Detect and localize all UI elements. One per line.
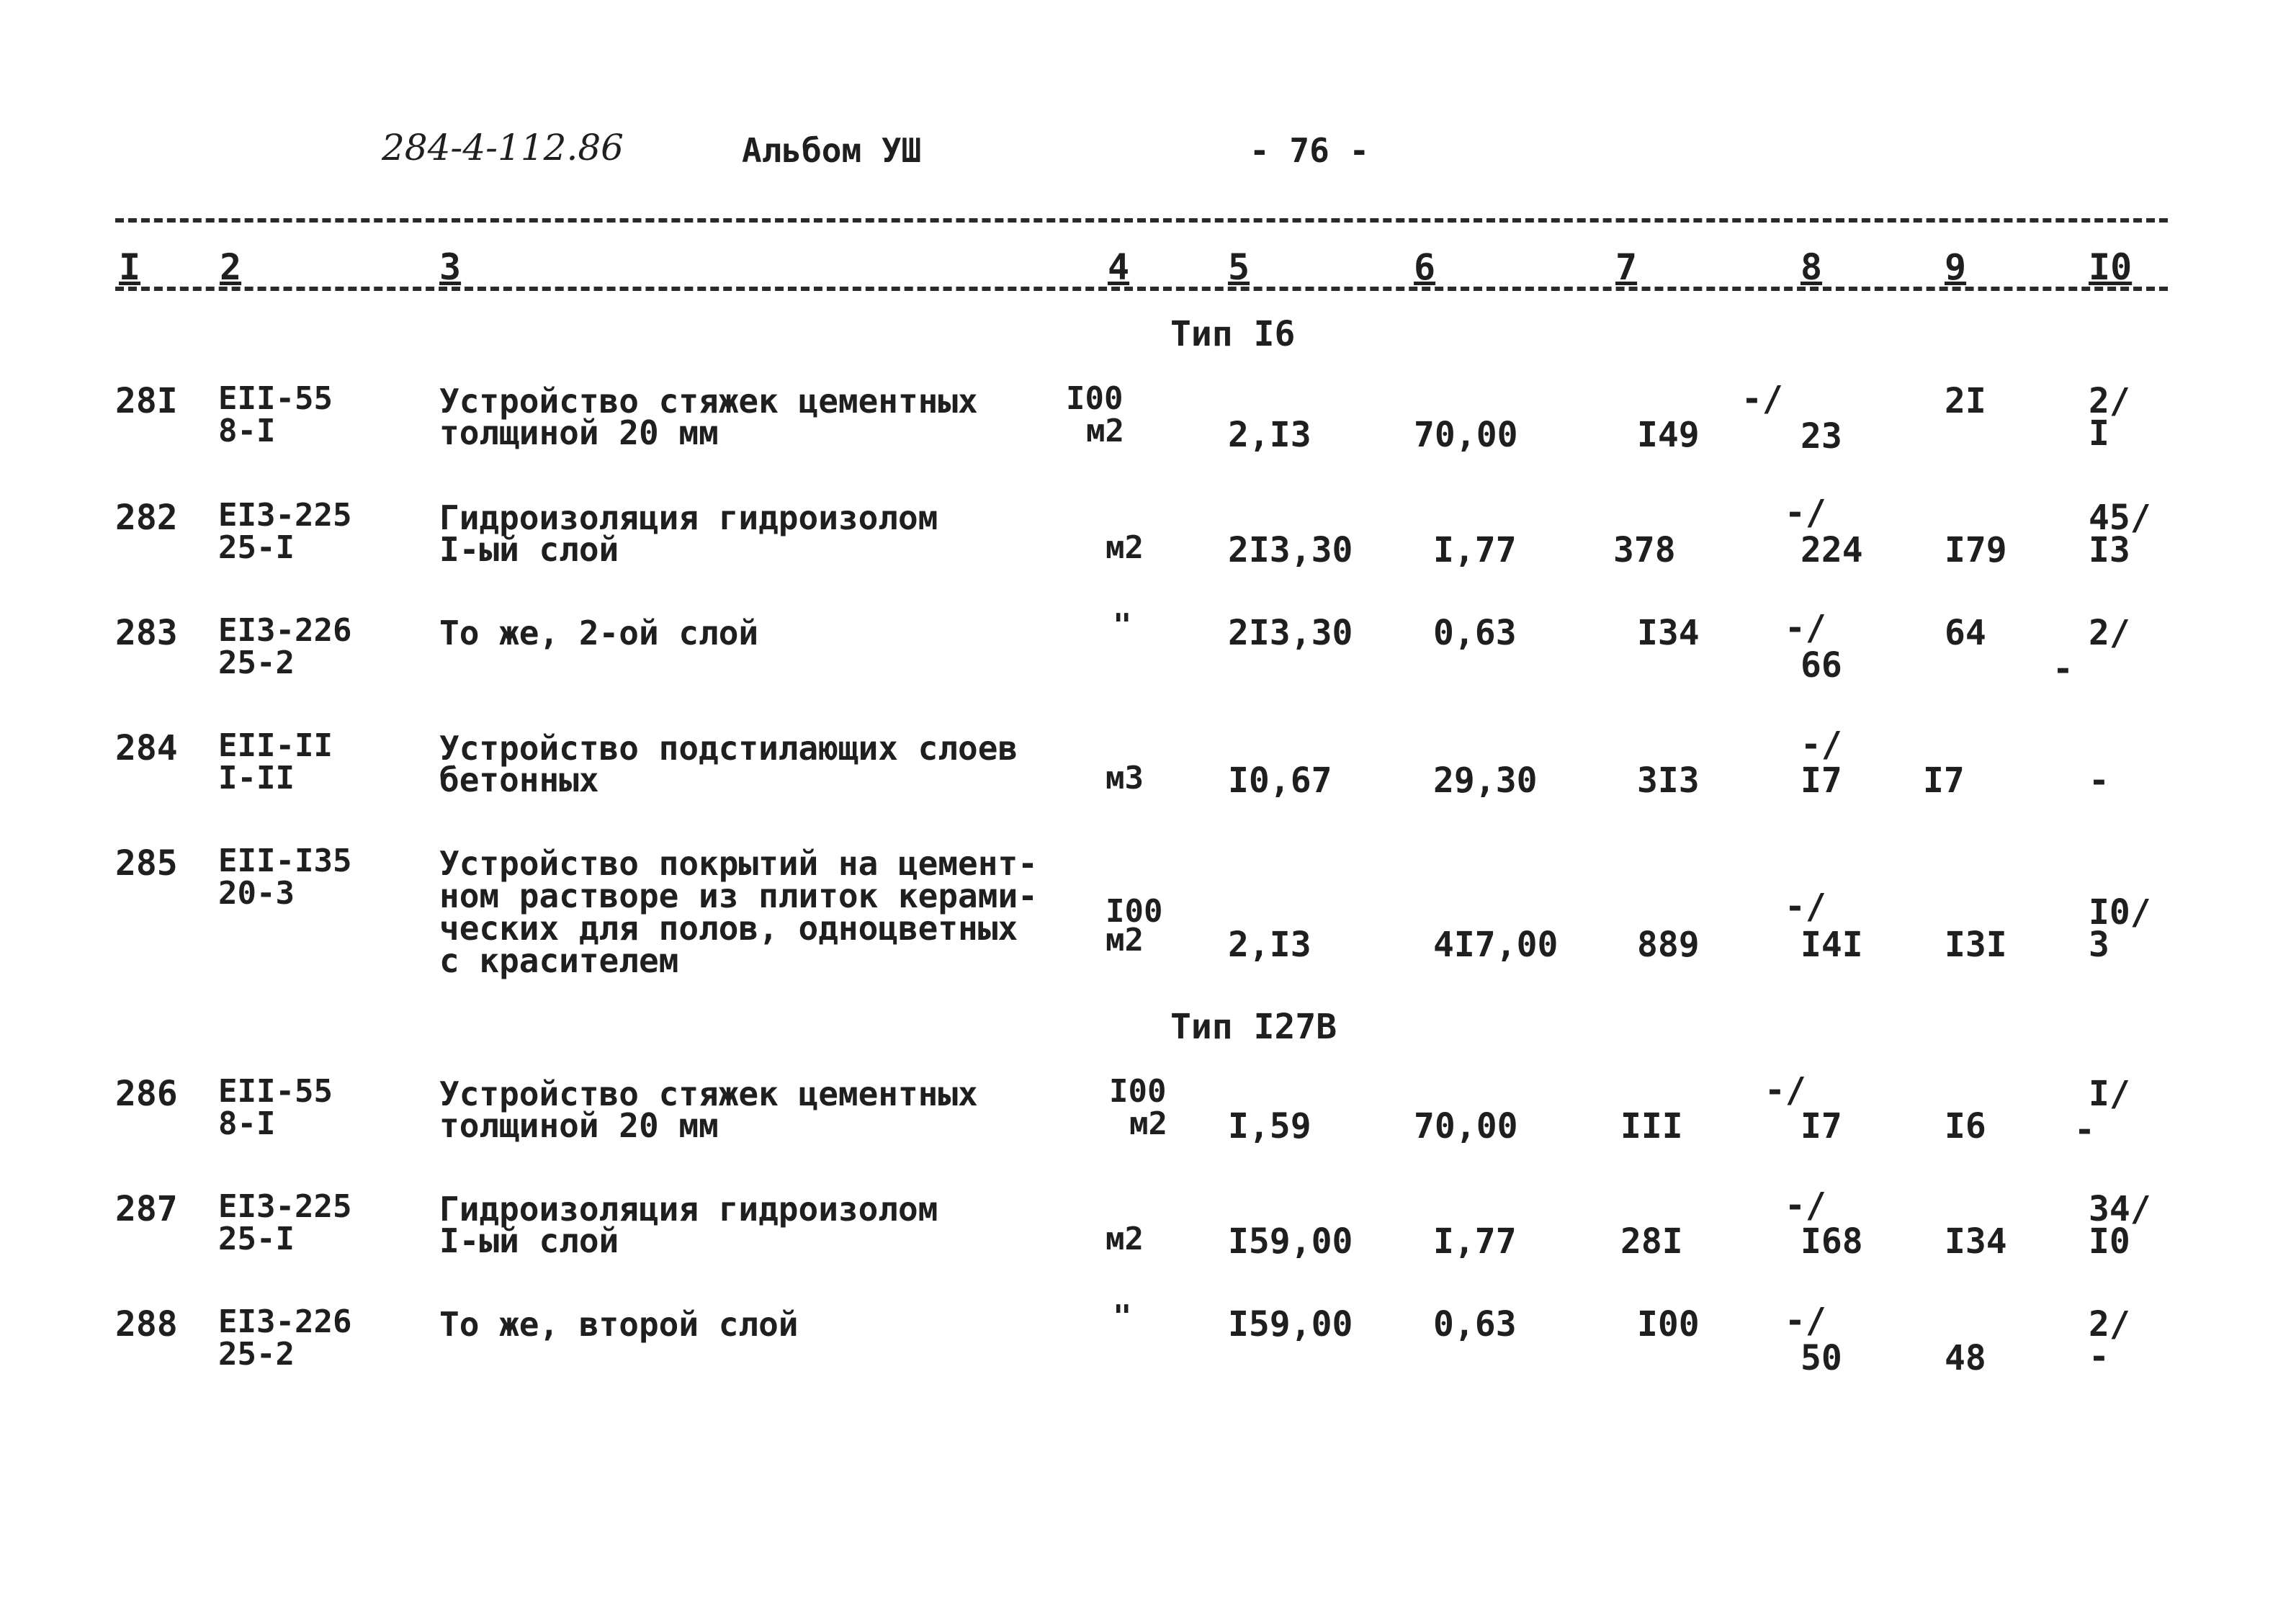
unit-quantity: I00 xyxy=(1106,893,1163,930)
quantity-value: I59,00 xyxy=(1228,1221,1353,1262)
row-number: 28I xyxy=(115,381,178,421)
unit-price: I,77 xyxy=(1433,530,1517,570)
rate-subcode: 20-3 xyxy=(218,875,295,912)
work-description-line: ном растворе из плиток керами- xyxy=(439,876,1038,915)
col9-value: 64 xyxy=(1945,613,1986,653)
column-number-7: 7 xyxy=(1615,246,1638,288)
quantity-value: I59,00 xyxy=(1228,1304,1353,1345)
unit-quantity: I00 xyxy=(1109,1073,1167,1110)
col8-fraction-top: -/ xyxy=(1785,493,1826,533)
col8-fraction-bottom: I7 xyxy=(1801,760,1842,801)
column-number-10: I0 xyxy=(2089,246,2133,288)
col10-fraction-top: 2/ xyxy=(2089,381,2130,421)
unit-price: 29,30 xyxy=(1433,760,1538,801)
row-number: 287 xyxy=(115,1189,178,1229)
col10-value: - xyxy=(2089,760,2109,801)
album-title: Альбом УШ xyxy=(742,131,922,170)
unit-measure: м2 xyxy=(1106,1221,1144,1257)
quantity-value: 2,I3 xyxy=(1228,925,1311,965)
unit-ditto-mark: " xyxy=(1113,607,1132,644)
work-description-line: То же, второй слой xyxy=(439,1305,799,1344)
col9-value: I3I xyxy=(1945,925,2007,965)
total-cost: 3I3 xyxy=(1637,760,1700,801)
col9-value: I7 xyxy=(1923,760,1965,801)
col10-fraction-top: I/ xyxy=(2089,1074,2130,1114)
work-description-line: толщиной 20 мм xyxy=(439,1106,719,1145)
rate-code: ЕII-55 xyxy=(218,1073,333,1110)
row-number: 283 xyxy=(115,613,178,653)
unit-quantity: I00 xyxy=(1066,380,1124,417)
work-description-line: Гидроизоляция гидроизолом xyxy=(439,1190,938,1229)
row-number: 286 xyxy=(115,1074,178,1114)
col8-fraction-bottom: 23 xyxy=(1801,416,1842,457)
col8-fraction-bottom: 224 xyxy=(1801,530,1863,570)
col9-value: I79 xyxy=(1945,530,2007,570)
unit-measure: м2 xyxy=(1129,1105,1167,1142)
work-description-line: Устройство стяжек цементных xyxy=(439,1074,978,1113)
total-cost: I49 xyxy=(1637,415,1700,455)
rate-code: ЕI3-225 xyxy=(218,497,352,534)
col8-fraction-bottom: I4I xyxy=(1801,925,1863,965)
work-description-line: с красителем xyxy=(439,941,679,980)
rate-code: ЕII-I35 xyxy=(218,843,352,879)
total-cost: III xyxy=(1620,1106,1683,1146)
col10-fraction-bottom: - xyxy=(2089,1337,2109,1377)
quantity-value: 2I3,30 xyxy=(1228,613,1353,653)
column-number-5: 5 xyxy=(1228,246,1250,288)
col8-fraction-bottom: 66 xyxy=(1801,645,1842,686)
rate-subcode: 8-I xyxy=(218,1105,276,1142)
col10-fraction-top: 2/ xyxy=(2089,613,2130,653)
unit-price: 0,63 xyxy=(1433,1304,1517,1345)
col10-fraction-bottom: I0 xyxy=(2089,1221,2130,1262)
col10-fraction-top: 45/ xyxy=(2089,498,2151,538)
col8-fraction-top: -/ xyxy=(1785,608,1826,648)
rate-subcode: 25-2 xyxy=(218,1336,295,1373)
col8-fraction-bottom: I68 xyxy=(1801,1221,1863,1262)
rate-subcode: 8-I xyxy=(218,413,276,449)
section-title-type-16: Тип I6 xyxy=(1170,314,1296,354)
quantity-value: 2,I3 xyxy=(1228,415,1311,455)
section-title-type-127v: Тип I27В xyxy=(1170,1007,1337,1047)
rate-subcode: 25-I xyxy=(218,529,295,566)
col10-fraction-top: 34/ xyxy=(2089,1189,2151,1229)
column-number-4: 4 xyxy=(1108,246,1130,288)
work-description-line: I-ый слой xyxy=(439,530,619,569)
work-description-line: Гидроизоляция гидроизолом xyxy=(439,498,938,537)
page-number: - 76 - xyxy=(1250,131,1370,170)
unit-measure: м2 xyxy=(1106,922,1144,959)
col8-fraction-bottom: I7 xyxy=(1801,1106,1842,1146)
col10-fraction-top: 2/ xyxy=(2089,1304,2130,1345)
col10-fraction-top: I0/ xyxy=(2089,892,2151,933)
unit-measure: м3 xyxy=(1106,760,1144,796)
rate-code: ЕII-II xyxy=(218,727,333,764)
work-description-line: ческих для полов, одноцветных xyxy=(439,909,1018,948)
work-description-line: толщиной 20 мм xyxy=(439,413,719,452)
col8-fraction-top: -/ xyxy=(1785,886,1826,927)
column-number-8: 8 xyxy=(1801,246,1823,288)
column-number-3: 3 xyxy=(439,246,462,288)
work-description-line: Устройство стяжек цементных xyxy=(439,382,978,421)
unit-price: 4I7,00 xyxy=(1433,925,1559,965)
col8-fraction-top: -/ xyxy=(1741,379,1783,419)
rate-subcode: 25-I xyxy=(218,1221,295,1257)
work-description-line: Устройство покрытий на цемент- xyxy=(439,844,1038,883)
unit-measure: м2 xyxy=(1086,413,1124,449)
work-description-line: То же, 2-ой слой xyxy=(439,614,759,652)
total-cost: 889 xyxy=(1637,925,1700,965)
work-description-line: Устройство подстилающих слоев xyxy=(439,729,1018,768)
col10-fraction-bottom: I xyxy=(2089,413,2109,454)
rate-code: ЕI3-226 xyxy=(218,1303,352,1340)
unit-price: 70,00 xyxy=(1414,415,1518,455)
rate-code: ЕI3-225 xyxy=(218,1188,352,1225)
column-number-6: 6 xyxy=(1414,246,1436,288)
col8-fraction-top: -/ xyxy=(1801,724,1842,765)
unit-price: I,77 xyxy=(1433,1221,1517,1262)
work-description-line: I-ый слой xyxy=(439,1221,619,1260)
row-number: 284 xyxy=(115,728,178,768)
unit-ditto-mark: " xyxy=(1113,1298,1132,1335)
col9-value: 2I xyxy=(1945,381,1986,421)
col8-fraction-top: -/ xyxy=(1785,1301,1826,1341)
col8-fraction-top: -/ xyxy=(1764,1070,1806,1110)
column-number-9: 9 xyxy=(1945,246,1967,288)
total-cost: I00 xyxy=(1637,1304,1700,1345)
col10-fraction-bottom: 3 xyxy=(2089,925,2109,965)
rate-subcode: 25-2 xyxy=(218,645,295,681)
header-divider xyxy=(115,218,2168,223)
col9-value: 48 xyxy=(1945,1338,1986,1378)
rate-code: ЕII-55 xyxy=(218,380,333,417)
quantity-value: 2I3,30 xyxy=(1228,530,1353,570)
col9-value: I6 xyxy=(1945,1106,1986,1146)
column-number-2: 2 xyxy=(220,246,242,288)
col9-value: I34 xyxy=(1945,1221,2007,1262)
col10-fraction-bottom: - xyxy=(2053,649,2073,689)
unit-measure: м2 xyxy=(1106,529,1144,566)
quantity-value: I,59 xyxy=(1228,1106,1311,1146)
rate-code: ЕI3-226 xyxy=(218,612,352,649)
rate-subcode: I-II xyxy=(218,760,295,796)
col10-fraction-bottom: - xyxy=(2074,1110,2095,1150)
column-header-rule xyxy=(115,287,2168,291)
work-description-line: бетонных xyxy=(439,760,599,799)
col10-fraction-bottom: I3 xyxy=(2089,530,2130,570)
column-number-1: I xyxy=(119,246,141,288)
row-number: 285 xyxy=(115,843,178,884)
document-code: 284-4-112.86 xyxy=(382,127,624,169)
total-cost: 378 xyxy=(1613,530,1676,570)
row-number: 288 xyxy=(115,1304,178,1345)
row-number: 282 xyxy=(115,498,178,538)
col8-fraction-bottom: 50 xyxy=(1801,1338,1842,1378)
quantity-value: I0,67 xyxy=(1228,760,1332,801)
total-cost: 28I xyxy=(1620,1221,1683,1262)
unit-price: 70,00 xyxy=(1414,1106,1518,1146)
total-cost: I34 xyxy=(1637,613,1700,653)
unit-price: 0,63 xyxy=(1433,613,1517,653)
col8-fraction-top: -/ xyxy=(1785,1185,1826,1226)
